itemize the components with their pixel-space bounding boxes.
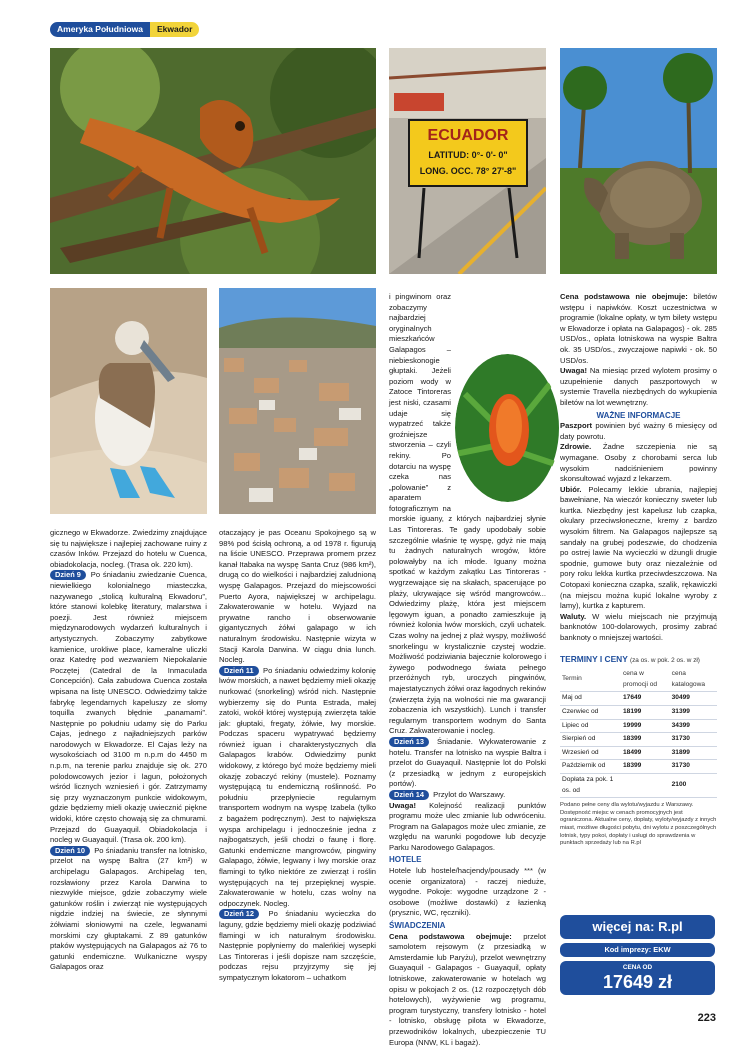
row-catalog-price: 2100: [670, 773, 717, 797]
day-10-badge: Dzień 10: [50, 846, 90, 856]
price-box: [560, 961, 715, 995]
services-text: przelot samolotem rejsowym (z przesiadką w Amsterdamie lub Paryżu), przelot wewnętrzny Guayaquil - Galapagos - Guayaquil, opłaty lotniskowe, zakwaterowanie w hotelach wg opisu w pokojach 2 os. (12 rozpoczętych dób hotelowych), wyżywienie wg programu, program turystyczny, transfery lotnisko - hotel - lotnisko, obsługę pilota w Ekwadorze, przewodników lokalnych, ubezpieczenie TU Europa (NNW, KL i bagaż).: [389, 931, 546, 1047]
text-column-3: [389, 292, 546, 1048]
more-info-label: więcej na: R.pl: [592, 919, 683, 934]
row-term: Październik od: [560, 760, 621, 774]
price-box-value: 17649 zł: [602, 972, 673, 992]
table-row: [560, 692, 717, 706]
equator-sign-photo: [389, 48, 546, 274]
row-catalog-price: 31399: [670, 705, 717, 719]
passport-label: Paszport: [560, 421, 593, 431]
day-9-badge: Dzień 9: [50, 570, 86, 580]
currency-text: W wielu miejscach nie przyjmują banknotów 100-dolarowych, prosimy zabrać banknoty o mniejszej wartości.: [560, 611, 717, 642]
table-row: [560, 705, 717, 719]
day-14-text: Przylot do Warszawy.: [433, 789, 506, 799]
passport-paragraph: [560, 421, 717, 442]
hotels-text: Hotele lub hostele/hacjendy/pousady *** (w ocenie organizatora) - raczej nieduże, wygodne. Pokoje: wygodne urządzone 2 - osobowe (możliwe dostawki) z łazienką (prysznic, WC, ręczniki).: [389, 866, 546, 918]
tortoise-photo: [560, 48, 717, 274]
not-included-label: Cena podstawowa nie obejmuje:: [560, 292, 688, 301]
day-14-badge: Dzień 14: [389, 790, 429, 800]
row-term: Czerwiec od: [560, 705, 621, 719]
passport-text: powinien być ważny 6 miesięcy od daty powrotu.: [560, 421, 717, 441]
clothing-text: Polecamy lekkie ubrania, najlepiej bawełniane, Na wieczór konieczny sweter lub kurtka. Niezbędny jest kapelusz lub czapka, okulary przeciwsłoneczne, kremy z bardzo wysokim filtrem. Na Galapagos najlepsze są sandały na grubej podeszwie, do chodzenia po ostrej lawie Na wycieczki w dżungli drugie spodnie, gumowe buty oraz niezależnie od pory roku lekka kurtka przeciwdeszczowa. Na Cotopaxi konieczna czapka, szalik, rękawiczki (na miejscu można kupić lokalne wyroby z lamy), kurtka z kapturem.: [560, 484, 717, 611]
more-info-button[interactable]: [560, 915, 715, 939]
day-9-paragraph: [50, 570, 207, 845]
price-table-title-row: [560, 654, 717, 667]
sign-text-ecuador: ECUADOR: [427, 127, 509, 144]
passport-note-label: Uwaga!: [560, 366, 588, 376]
row-term: Maj od: [560, 692, 621, 706]
header-term: Termin: [560, 668, 621, 692]
price-note: Podano pełne ceny dla wylotu/wyjazdu z Warszawy. Dostępność miejsc w cenach promocyjnych jest ograniczona. Aktualne ceny, dopłaty, wyloty/wyjazdy z innych miast, możliwe długości pobytu, dni wylotu z poszczególnych lotnisk, typy pokoi, dopłaty i usługi do sprawdzenia w punktach sprzedaży lub na R.pl: [560, 802, 717, 847]
day-13-paragraph: [389, 737, 546, 790]
not-included-paragraph: [560, 292, 717, 366]
price-table: [560, 668, 717, 798]
iguana-photo: [50, 48, 376, 274]
booby-photo: [50, 288, 207, 514]
not-included-text: biletów wstępu i napiwków. Koszt uczestnictwa w programie (lokalne opłaty, w tym bilety wstępu w Ekwadorze i opłata na Galapagos) - ok. 285 USD/os., opłata lotniskowa na wyspie Baltra ok. 35 USD/os., zwyczajowe napiwki - ok. 50 USD/os.: [560, 292, 717, 365]
day-13-text: Śniadanie. Wykwaterowanie z hotelu. Transfer na lotnisko na wyspie Baltra i przelot do Guayaquil. Następnie lot do Polski (z przesiadką w jednym z europejskich portów).: [389, 736, 546, 789]
row-catalog-price: 34399: [670, 719, 717, 733]
row-term: Lipiec od: [560, 719, 621, 733]
currency-paragraph: [560, 612, 717, 644]
clothing-paragraph: [560, 485, 717, 612]
program-note-text: Kolejność realizacji punktów programu może ulec zmianie lub odwróceniu. Program na Galapagos może ulec zmianie, ze względu na warunki pogodowe lub decyzje Parku Narodowego Galapagos.: [389, 800, 546, 852]
table-row: [560, 746, 717, 760]
row-promo-price: 18199: [621, 705, 670, 719]
flower-photo: [455, 354, 560, 502]
day-12-badge: Dzień 12: [219, 909, 259, 919]
row-term: Dopłata za pok. 1 os. od: [560, 773, 621, 797]
price-table-subtitle: (za os. w pok. 2 os. w zł): [629, 656, 700, 664]
tour-code-label: Kod imprezy: EKW: [604, 945, 671, 954]
program-note: [389, 801, 546, 854]
services-paragraph: [389, 932, 546, 1049]
passport-note-text: Na miesiąc przed wylotem prosimy o uzupełnienie danych paszportowych w systemie Travella niezbędnych do wykupienia biletów na lot wewnętrzny.: [560, 366, 717, 407]
row-promo-price: 17649: [621, 692, 670, 706]
day-12-text: Po śniadaniu wycieczka do laguny, gdzie będziemy mieli okazję podziwiać flamingi w ich naturalnym środowisku. Następnie popłyniemy do maleńkiej wysepki Las Tintoreras i jeśli dopisze nam szczęście, podczas rejsu przyjrzymy się jej sympatycznym lokatorom – uchatkom: [219, 909, 376, 982]
program-note-label: Uwaga!: [389, 800, 417, 810]
intro-paragraph: gicznego w Ekwadorze. Zwiedzimy znajdujące się tu największe i najlepiej zachowane ruiny z czasów Inków. Przejazd do hotelu w Cuenca, obiadokolacja, nocleg. (Trasa ok. 220 km).: [50, 528, 207, 569]
table-row: [560, 733, 717, 747]
day-9-text: Po śniadaniu zwiedzanie Cuenca, niewielkiego kolonialnego miasteczka, nazywanego „stolicą kulturalną Ekwadoru”, które stanowi kolebkę literatury, malarstwa i poezji. Jest również miejscem międzynarodowych wydarzeń kulturalnych i artystycznych. Zobaczymy zabytkowe kamienice, urokliwe place, kameralne uliczki oraz Katedrę pod wezwaniem Niepokalanie Poczętej (Catedral de la Inmaculada Concepción). Cała zabudowa Cuenca została wpisana na listę UNESCO. Odwiedzimy także fabrykę legendarnych kapeluszy ze słomy toquilla zwanych błędnie „panamami”. Następnie po południu udamy się do Parku Cajas, jednego z najładniejszych parków narodowych w Ekwadorze. El Cajas leży na wysokościach od 3100 m n.p.m do 4450 m n.p.m, na terenie parku znajduje się ok. 270 polodowcowych jezior i lagun, położonych wśród licznych wzniesień i gór. Zatrzymamy się przy wyznaczonym punkcie widokowym, gdzie będziemy mieli okazję uwiecznić piękne widoki, które często chowają się za chmurami. Przejazd do Guayaquil. Obiadokolacja i nocleg w Guayaquil. (Trasa ok. 200 km).: [50, 570, 207, 845]
health-text: Żadne szczepienia nie są wymagane. Osoby z chorobami serca lub wysokim nadciśnieniem powinny skonsultować wyjazd z lekarzem.: [560, 442, 717, 484]
galapagos-paragraph: otaczający je pas Oceanu Spokojnego są w 98% pod ścisłą ochroną, a od 1978 r. figurują na liście UNESCO. Przeprawa promem przez kanał Itabaka na wyspę Santa Cruz (986 km²), drugą co do wielkości i najbardziej zaludnioną wyspę Galapagos. Przejazd do miejscowości Puerto Ayora, największej w archipelagu. Zakwaterowanie w hotelu. Wyjazd na prywatne rancho i obserwowanie gigantycznych żółwi galapago w ich naturalnym środowisku. Następnie wizyta w Stacji Karola Darwina. W ciągu dnia lunch. Nocleg.: [219, 528, 376, 665]
day-13-badge: Dzień 13: [389, 737, 429, 747]
tintoreras-paragraph: i pingwinom oraz zobaczymy najbardziej oryginalnych mieszkańców Galapagos – niebieskonogie głuptaki. Jeżeli poziom wody w Zatoce Tintoreras jest niski, czasami udaje się wypatrzeć także groźniejsze stworzenia – czyli rekiny. Po dotarciu na wyspę czeka nas „polowanie” z aparatem fotograficznym na morskie iguany, z których najbardziej słynie Las Tintoreras. Te gady upodobały sobie szczególnie właśnie tę wyspę, gdyż nie mają tu żadnych naturalnych wrogów, które polowałyby na ich młode. Iguany można spotkać w każdym zakątku Las Tintoreras - wygrzewające się na skałach, spacerujące po plaży, ukrywające się wśród mangrowców... Odwiedzimy plażę, która jest miejscem lęgowym iguan, a ponadto zamieszkuje ją również kolonia lwów morskich, czyli uchatek. Czas wolny na jednej z plaż wyspy, możliwość snorkelingu w krystalicznie czystej wodzie. Możliwość podziwiania bajecznie kolorowego i żywego podwodnego świata pełnego przeróżnych ryb, uroczych pingwinów, majestatycznych żółwi oraz łagodnych rekinów (zwierzęta żyją na wolności nie ma gwarancji zobaczenia ich wszystkich). Lunch i transfer regularnym transportem wodnym do Santa Cruz. Zakwaterowanie i nocleg.: [389, 292, 547, 736]
currency-label: Waluty.: [560, 611, 587, 621]
sign-text-longitude: LONG. OCC. 78° 27'-8": [419, 166, 517, 176]
row-catalog-price: 31730: [670, 733, 717, 747]
breadcrumb-country: Ekwador: [150, 22, 199, 37]
header-promo-price: cena w promocji od: [621, 668, 670, 692]
day-10-text: Po śniadaniu transfer na lotnisko, przelot na wyspę Baltra (27 km²) w archipelagu Galapagos. Archipelag ten, rozsławiony przez Karola Darwina to niezwykłe miejsce, gdzie zobaczymy wiele gatunków roślin i zwierząt nie występujących nigdzie indziej na świecie, ze słynnymi żółwiami słoniowymi na czele, legwanami morskimi czy głuptakami. Z 89 gatunków ptaków występujących na Galapagos aż 76 to gatunki endemiczne. Wulkaniczne wyspy Galapagos oraz: [50, 845, 207, 972]
table-row: [560, 773, 717, 797]
row-catalog-price: 31730: [670, 760, 717, 774]
day-11-text: Po śniadaniu odwiedzimy kolonię lwów morskich, a nawet będziemy mieli okazję nurkować (snorkeling) wśród nich. Następnie wybierzemy się do Punta Estrada, małej zatoki, wokół której występują zwierzęta takie jak: głuptaki, fregaty, żółwie, lwy morskie. Podczas spaceru wypatrywać będziemy również iguan i charakterystycznych dla Galapagos krabów. Odwiedzimy punkt widokowy, z którego być może będziemy mieli okazję zobaczyć rekiny (mustele). Poznamy występującą tu endemiczną roślinność. Po południu przepłyniecie regularnym transportem wodnym na wyspę Izabela (tylko z bagażem podręcznym). Jest to największa wyspa archipelagu i jednocześnie jedna z najbogatszych, jeśli chodzi o faunę i florę. Gatunki endemiczne mangrowców, pingwiny Galapago, żółwie, legwany i lwy morskie oraz flamingi to tylko niektóre ze zwierząt i roślin występujących na tej przepięknej wyspie. Zakwaterowanie w hotelu, czas wolny na odpoczynek. Nocleg.: [219, 665, 376, 908]
health-label: Zdrowie.: [560, 442, 592, 452]
text-column-2: [219, 528, 376, 984]
price-box-label: CENA OD: [622, 964, 653, 971]
table-row: [560, 760, 717, 774]
day-11-badge: Dzień 11: [219, 666, 259, 676]
day-12-paragraph: [219, 909, 376, 983]
breadcrumb-region: Ameryka Południowa: [50, 22, 150, 37]
quito-city-photo: [219, 288, 376, 514]
page-number: 223: [697, 1012, 716, 1024]
hotels-heading: HOTELE: [389, 855, 422, 865]
price-table-title: TERMINY I CENY: [560, 653, 628, 664]
row-catalog-price: 30499: [670, 692, 717, 706]
services-label: Cena podstawowa obejmuje:: [389, 931, 512, 941]
tour-code-badge: [560, 943, 715, 957]
row-promo-price: 19999: [621, 719, 670, 733]
text-column-1: [50, 528, 207, 973]
price-table-section: [560, 654, 717, 848]
price-table-header: [560, 668, 717, 692]
services-heading: ŚWIADCZENIA: [389, 921, 446, 931]
header-catalog-price: cena katalogowa: [670, 668, 717, 692]
text-column-4: [560, 292, 717, 848]
row-promo-price: 18399: [621, 733, 670, 747]
breadcrumb: [50, 22, 199, 37]
sign-text-latitude: LATITUD: 0°- 0'- 0": [428, 150, 508, 160]
passport-note: [560, 366, 717, 408]
row-promo-price: 18399: [621, 760, 670, 774]
clothing-label: Ubiór.: [560, 484, 582, 494]
row-term: Sierpień od: [560, 733, 621, 747]
row-term: Wrzesień od: [560, 746, 621, 760]
health-paragraph: [560, 442, 717, 484]
row-catalog-price: 31899: [670, 746, 717, 760]
table-row: [560, 719, 717, 733]
day-14-paragraph: [389, 790, 546, 801]
day-10-paragraph: [50, 846, 207, 973]
row-promo-price: [621, 773, 670, 797]
row-promo-price: 18499: [621, 746, 670, 760]
day-11-paragraph: [219, 666, 376, 910]
important-info-heading: WAŻNE INFORMACJE: [596, 410, 681, 420]
